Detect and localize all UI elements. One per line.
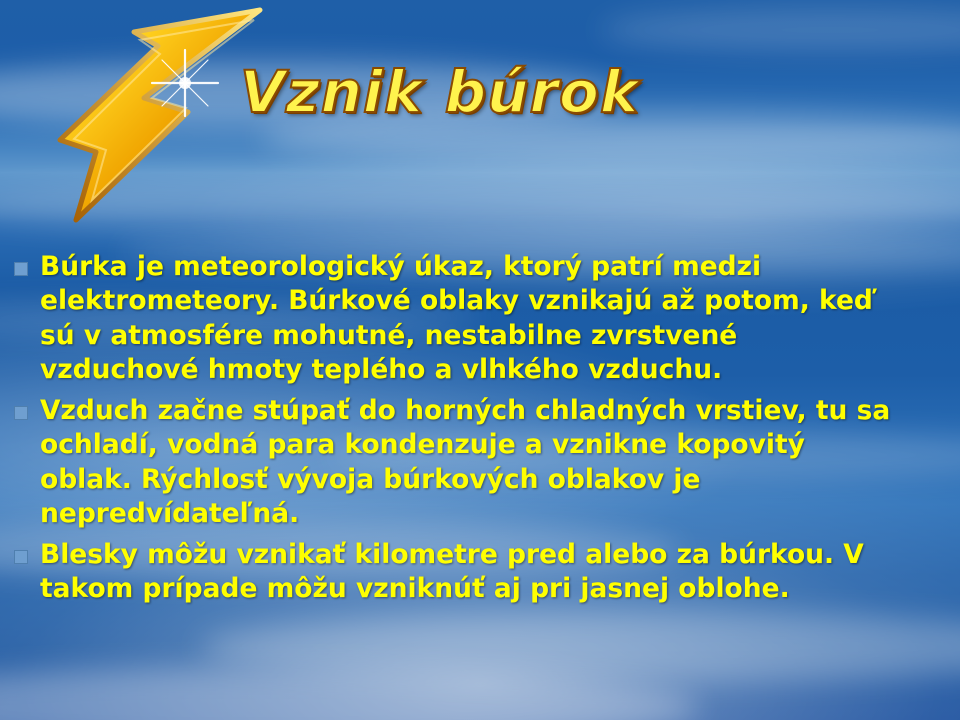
bullet-marker-icon [14,406,28,420]
cloud-streak [0,668,700,720]
bullet-text: Blesky môžu vznikať kilometre pred alebo za búrkou. V takom prípade môžu vzniknúť aj pri jasnej oblohe. [40,538,864,604]
bullet-text: Búrka je meteorologický úkaz, ktorý patrí medzi elektrometeory. Búrkové oblaky vznikajú až potom, keď sú v atmosfére mohutné, nestabilne zvrstvené vzduchové hmoty teplého a vlhkého vzduchu. [40,251,873,386]
cloud-streak [600,8,960,52]
list-item [8,250,952,388]
cloud-streak [200,612,960,682]
list-item [8,538,952,607]
slide-title: Vznik búrok [240,58,640,126]
bullet-marker-icon [14,262,28,276]
bullet-marker-icon [14,550,28,564]
bullet-text: Vzduch začne stúpať do horných chladných vrstiev, tu sa ochladí, vodná para kondenzuje a vznikne kopovitý oblak. Rýchlosť vývoja búrkových oblakov je nepredvídateľná. [40,394,891,530]
list-item [8,394,952,532]
slide-bullet-list [8,250,952,612]
